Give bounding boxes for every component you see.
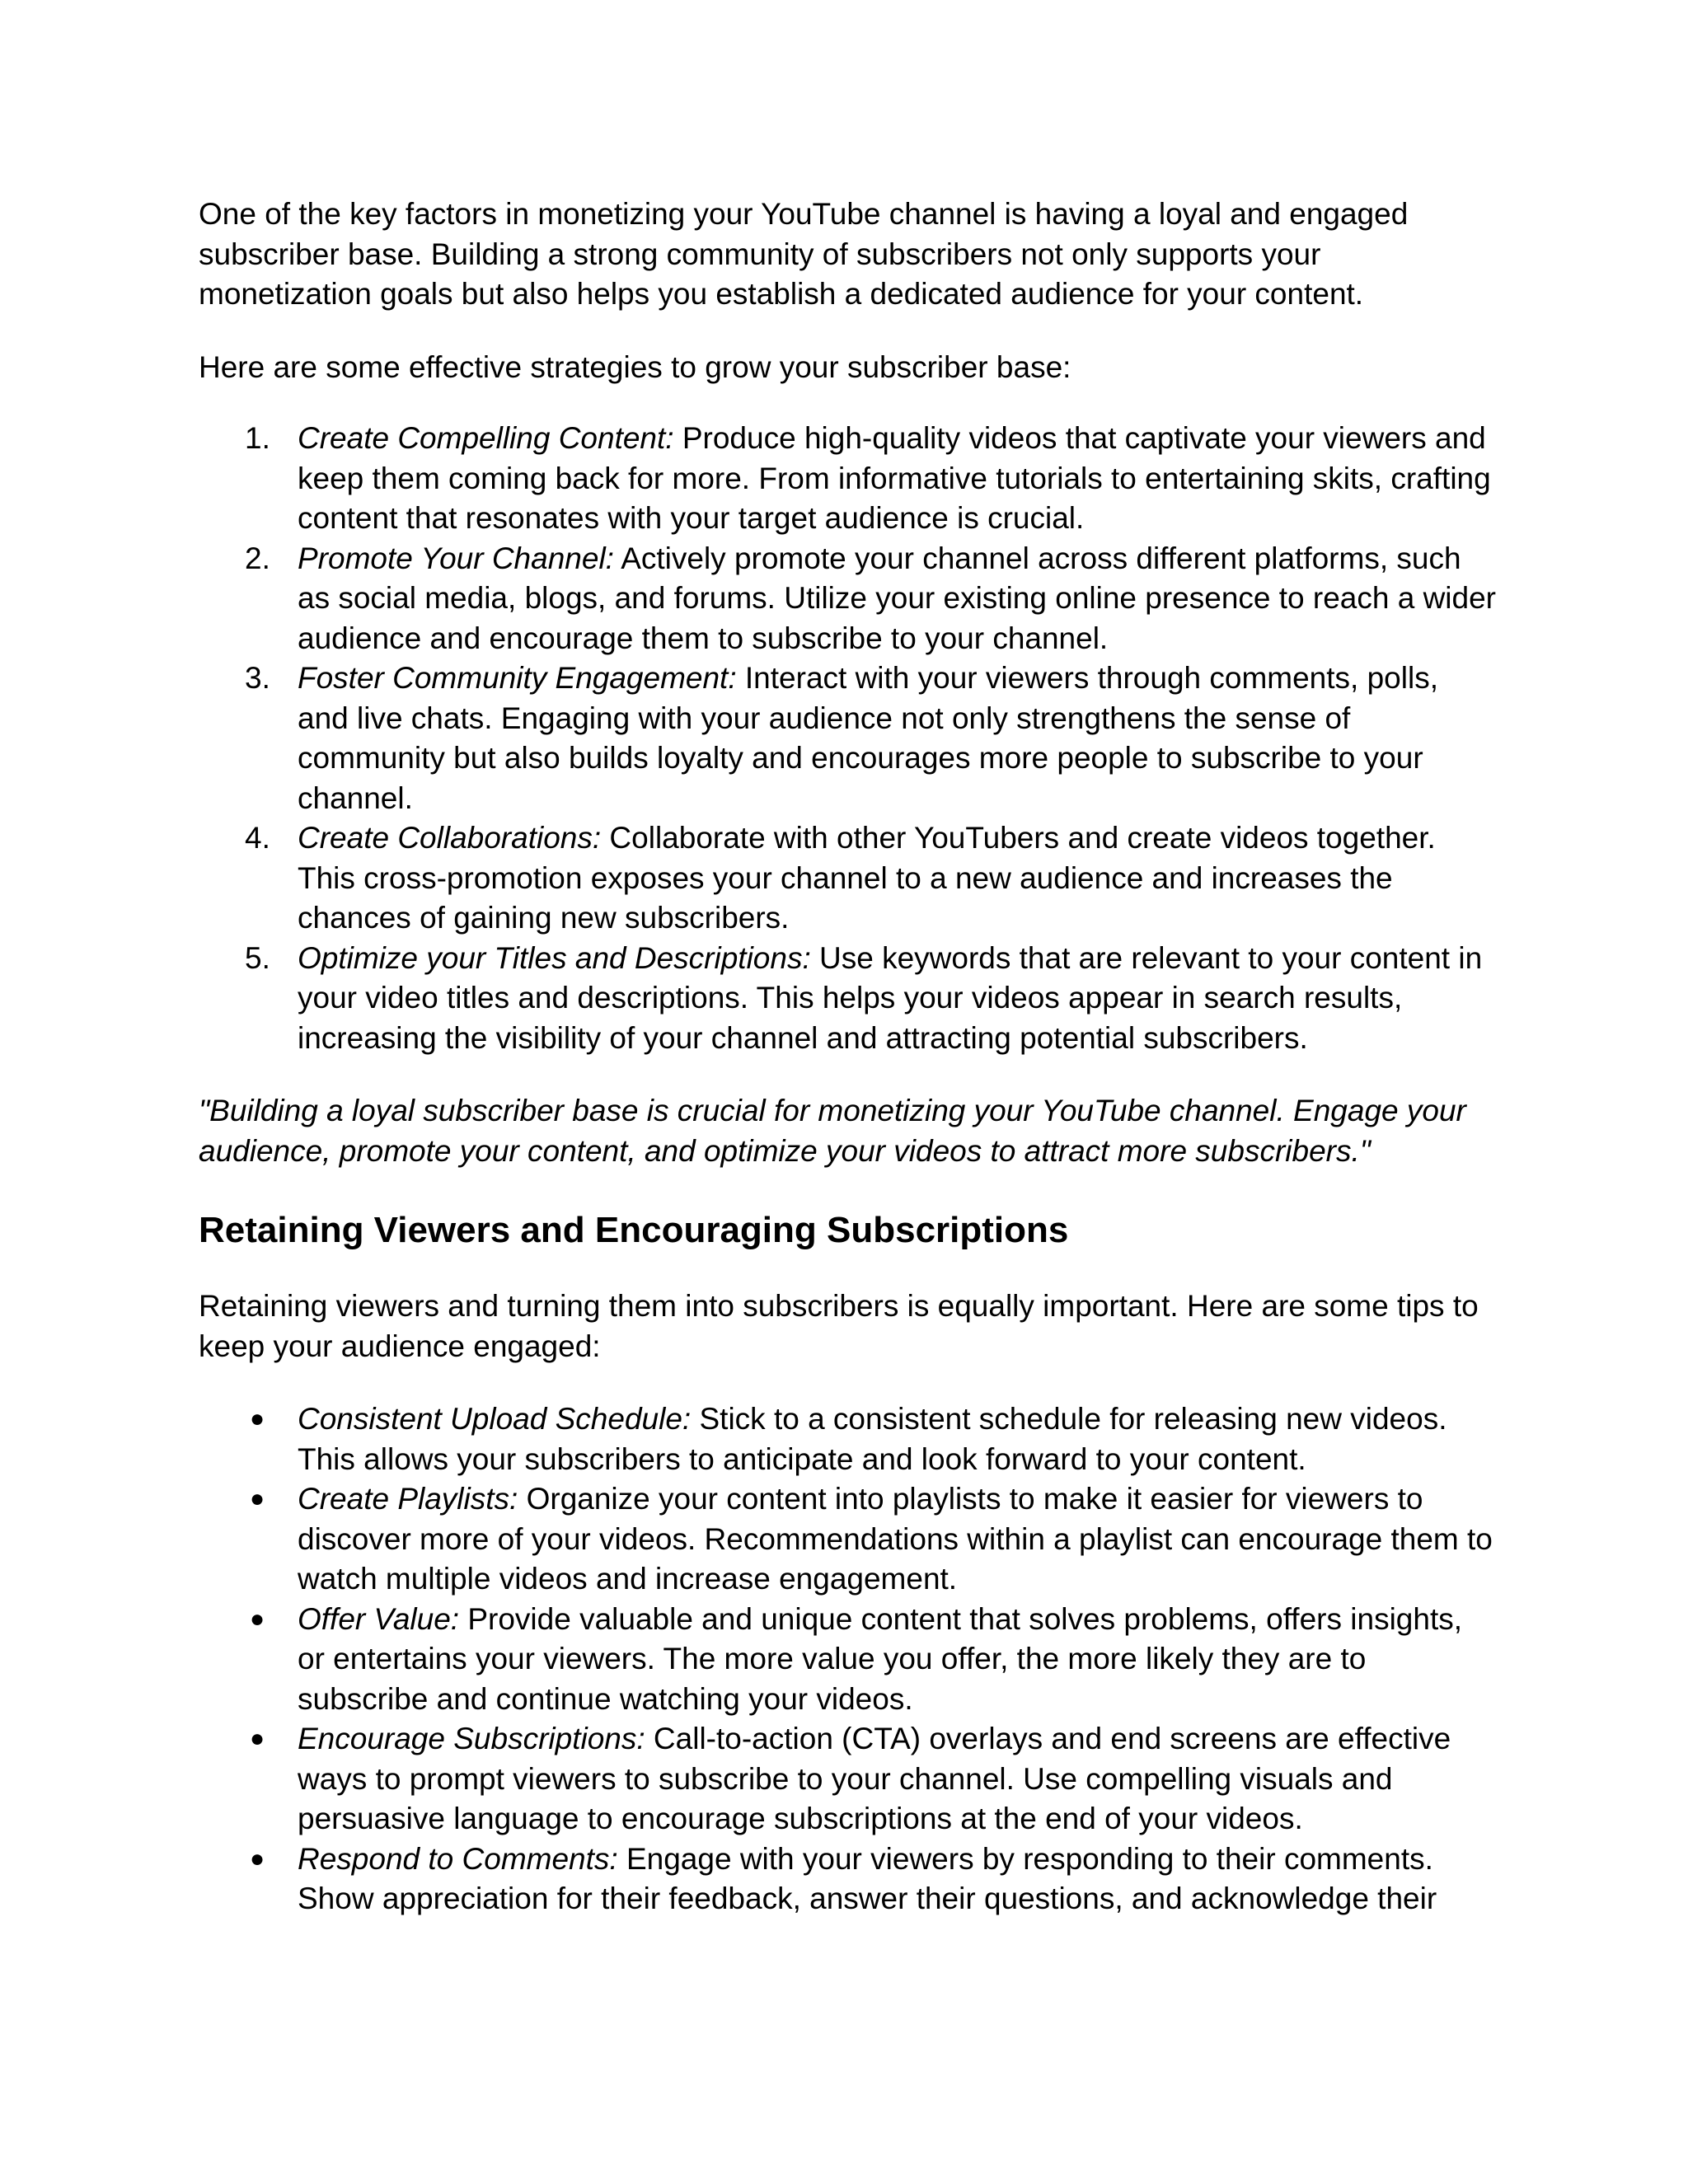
strategy-text: Use keywords that are relevant to your content in your video titles and descriptions. This helps your videos appear in search results, increasing the visibility of your channel and attracting potential subscribers. <box>298 940 1483 1055</box>
tip-item <box>199 1840 1497 1919</box>
document-content <box>199 194 1497 1919</box>
strategy-text: Produce high-quality videos that captivate your viewers and keep them coming back for more. From informative tutorials to entertaining skits, crafting content that resonates with your target audience is crucial. <box>298 421 1491 535</box>
strategies-list <box>199 419 1497 1058</box>
tip-text: Engage with your viewers by responding to their comments. Show appreciation for their feedback, answer their questions, and acknowledge their <box>298 1841 1437 1915</box>
intro-paragraph: One of the key factors in monetizing your YouTube channel is having a loyal and engaged subscriber base. Building a strong community of subscribers not only supports your monetization goals but also helps you establish a dedicated audience for your content. <box>199 197 1409 311</box>
tip-text: Stick to a consistent schedule for releasing new videos. This allows your subscribers to anticipate and look forward to your content. <box>298 1402 1447 1476</box>
tip-text: Organize your content into playlists to make it easier for viewers to discover more of your videos. Recommendations within a playlist can encourage them to watch multiple videos and increase engagement. <box>298 1482 1493 1596</box>
strategy-text: Actively promote your channel across different platforms, such as social media, blogs, and forums. Utilize your existing online presence to reach a wider audience and encourage them to subscribe to your channel. <box>298 541 1497 655</box>
tip-item <box>199 1719 1497 1840</box>
tips-list <box>199 1399 1497 1919</box>
bullet-icon: ● <box>250 1485 265 1512</box>
tip-item <box>199 1399 1497 1479</box>
list-number: 4. <box>245 821 270 855</box>
pull-quote: "Building a loyal subscriber base is crucial for monetizing your YouTube channel. Engage your audience, promote your content, and optimize your videos to attract more subscribers." <box>199 1094 1466 1168</box>
tip-term: Respond to Comments: <box>298 1841 618 1876</box>
strategy-term: Create Collaborations: <box>298 821 602 855</box>
strategy-item <box>199 658 1497 818</box>
tip-item <box>199 1479 1497 1600</box>
strategies-lead: Here are some effective strategies to grow your subscriber base: <box>199 349 1071 384</box>
bullet-icon: ● <box>250 1405 265 1432</box>
strategy-text: Interact with your viewers through comments, polls, and live chats. Engaging with your audience not only strengthens the sense of community but also builds loyalty and encourages more people to subscribe to your channel. <box>298 661 1438 815</box>
tip-term: Create Playlists: <box>298 1482 518 1516</box>
strategy-term: Optimize your Titles and Descriptions: <box>298 940 811 975</box>
strategy-item <box>199 939 1497 1059</box>
tip-text: Call-to-action (CTA) overlays and end screens are effective ways to prompt viewers to subscribe to your channel. Use compelling visuals and persuasive language to encourage subscriptions at the end of your videos. <box>298 1722 1451 1835</box>
tip-item <box>199 1600 1497 1720</box>
strategy-text: Collaborate with other YouTubers and create videos together. This cross-promotion exposes your channel to a new audience and increases the chances of gaining new subscribers. <box>298 821 1436 935</box>
tip-term: Consistent Upload Schedule: <box>298 1402 692 1436</box>
tip-term: Encourage Subscriptions: <box>298 1722 645 1755</box>
strategy-term: Create Compelling Content: <box>298 421 674 455</box>
list-number: 5. <box>245 940 270 975</box>
bullet-icon: ● <box>250 1725 265 1752</box>
list-number: 2. <box>245 541 270 575</box>
strategy-term: Promote Your Channel: <box>298 541 614 575</box>
strategy-item <box>199 419 1497 539</box>
section-intro: Retaining viewers and turning them into subscribers is equally important. Here are some tips to keep your audience engaged: <box>199 1289 1479 1363</box>
strategy-item <box>199 818 1497 939</box>
strategy-term: Foster Community Engagement: <box>298 661 737 695</box>
bullet-icon: ● <box>250 1844 265 1872</box>
bullet-icon: ● <box>250 1605 265 1633</box>
list-number: 3. <box>245 661 270 695</box>
section-heading: Retaining Viewers and Encouraging Subscriptions <box>199 1210 1069 1250</box>
tip-text: Provide valuable and unique content that solves problems, offers insights, or entertains your viewers. The more value you offer, the more likely they are to subscribe and continue watching your videos. <box>298 1601 1462 1716</box>
strategy-item <box>199 539 1497 659</box>
tip-term: Offer Value: <box>298 1601 460 1636</box>
list-number: 1. <box>245 421 270 455</box>
